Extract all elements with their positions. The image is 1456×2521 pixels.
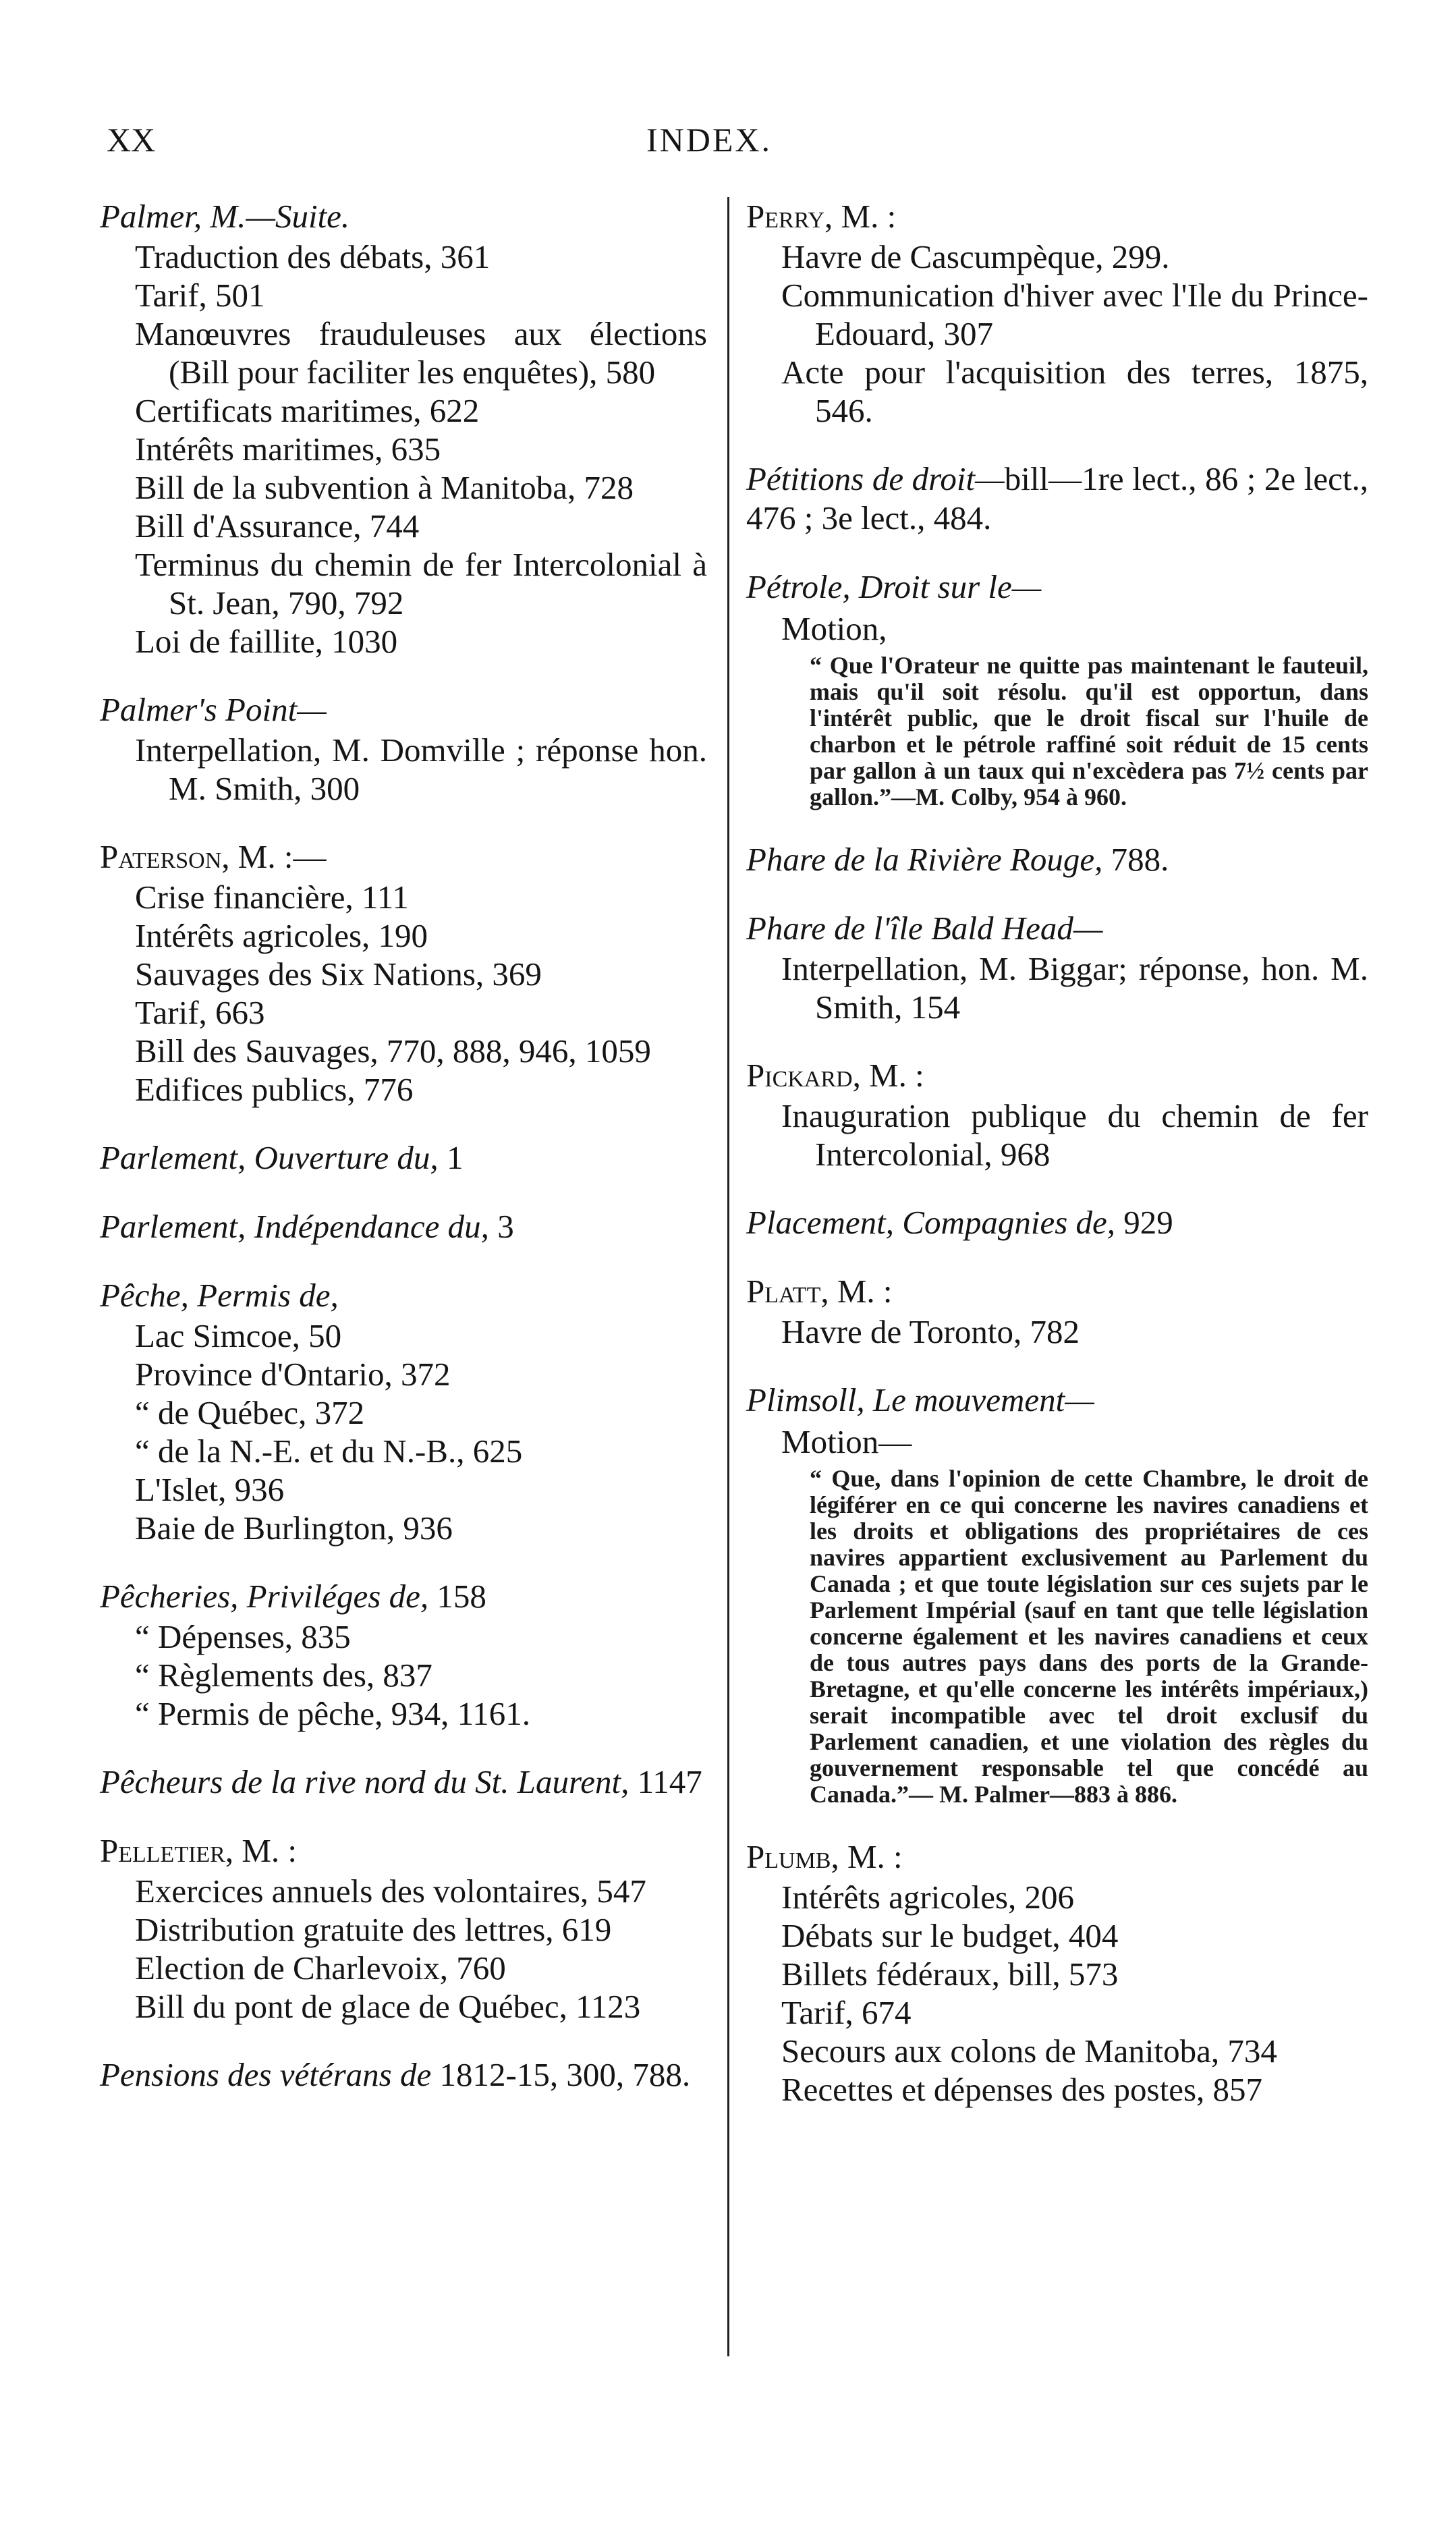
heading-name-text: Pelletier, M. : (100, 1832, 298, 1869)
index-line: Havre de Cascumpèque, 299. (781, 238, 1170, 275)
index-line: Lac Simcoe, 50 (135, 1317, 342, 1354)
heading-page-ref: 1812-15, 300, 788. (431, 2056, 691, 2093)
index-line: Terminus du chemin de fer Intercolonial à St. Jean, 790, 792 (135, 546, 707, 621)
index-line: Débats sur le budget, 404 (781, 1917, 1119, 1954)
index-entry (100, 1831, 707, 2026)
entry-lines (781, 1097, 1368, 1173)
index-line: Inauguration publique du chemin de fer Intercolonial, 968 (781, 1097, 1368, 1173)
entry-heading (746, 909, 1368, 948)
entry-heading (100, 1207, 707, 1246)
heading-page-ref: 3 (488, 1208, 514, 1245)
index-entry (746, 1272, 1368, 1351)
index-line: Traduction des débats, 361 (135, 238, 491, 275)
index-entry (100, 690, 707, 808)
heading-italic-text: Pêche, Permis de, (100, 1277, 339, 1314)
heading-italic-text: Palmer, M.—Suite. (100, 198, 350, 235)
heading-name-text: Paterson, M. :— (100, 838, 327, 875)
entry-heading (100, 197, 707, 236)
index-line: Interpellation, M. Biggar; réponse, hon. M. Smith, 154 (781, 950, 1368, 1026)
index-line: Interpellation, M. Domville ; réponse hon. M. Smith, 300 (135, 731, 707, 807)
entry-lines (135, 238, 707, 661)
entry-heading (746, 1381, 1368, 1420)
index-entry (746, 1837, 1368, 2109)
heading-italic-text: Placement, Compagnies de, (746, 1204, 1116, 1241)
heading-italic-text: Pétitions de droit— (746, 460, 1005, 497)
heading-italic-text: Parlement, Indépendance du, (100, 1208, 489, 1245)
heading-name-text: Platt, M. : (746, 1273, 893, 1310)
page-title: INDEX. (646, 121, 773, 159)
entry-heading (746, 567, 1368, 607)
index-line: Secours aux colons de Manitoba, 734 (781, 2032, 1277, 2070)
entry-heading (100, 1763, 707, 1802)
index-line: Bill du pont de glace de Québec, 1123 (135, 1988, 641, 2025)
index-entry (746, 1381, 1368, 1808)
entry-lines (781, 1878, 1368, 2109)
heading-page-ref: 788. (1102, 841, 1169, 878)
entry-lines (781, 1312, 1368, 1351)
entry-lines (135, 878, 707, 1109)
index-line: Bill des Sauvages, 770, 888, 946, 1059 (135, 1032, 651, 1070)
heading-italic-text: Parlement, Ouverture du, (100, 1139, 439, 1176)
entry-heading (746, 1056, 1368, 1095)
index-line: L'Islet, 936 (135, 1471, 285, 1508)
index-line: Tarif, 674 (781, 1994, 912, 2031)
entry-heading (100, 1276, 707, 1315)
index-line: Tarif, 501 (135, 277, 265, 314)
heading-page-ref: 1147 (629, 1763, 702, 1800)
index-entry (100, 1276, 707, 1547)
index-entry (746, 1056, 1368, 1173)
index-column-left (100, 197, 707, 2124)
index-entry (100, 2055, 707, 2095)
entry-heading (100, 2055, 707, 2095)
heading-italic-text: Pêcheurs de la rive nord du St. Laurent, (100, 1763, 629, 1800)
index-entry (100, 1207, 707, 1246)
heading-italic-text: Pêcheries, Priviléges de, (100, 1578, 429, 1615)
index-entry (100, 1138, 707, 1178)
entry-heading (746, 1272, 1368, 1311)
index-line: Acte pour l'acquisition des terres, 1875, 546. (781, 354, 1368, 429)
index-entry (746, 460, 1368, 538)
motion-label: Motion, (781, 610, 887, 647)
heading-page-ref: bill—1re lect., 86 ; 2e lect., 476 ; 3e lect., 484. (746, 460, 1369, 536)
heading-italic-text: Palmer's Point— (100, 691, 327, 728)
entry-heading (100, 690, 707, 729)
index-line: Exercices annuels des volontaires, 547 (135, 1873, 646, 1910)
column-divider (727, 197, 729, 2356)
index-entry (100, 1577, 707, 1733)
heading-page-ref: 1 (438, 1139, 464, 1176)
index-line: Distribution gratuite des lettres, 619 (135, 1911, 612, 1948)
entry-lines (781, 949, 1368, 1026)
motion-label: Motion— (781, 1423, 912, 1460)
entry-heading (746, 197, 1368, 236)
index-line: Sauvages des Six Nations, 369 (135, 955, 542, 993)
index-line: Edifices publics, 776 (135, 1071, 414, 1108)
heading-name-text: Plumb, M. : (746, 1838, 903, 1875)
index-line: Intérêts maritimes, 635 (135, 431, 441, 468)
index-line: “ Permis de pêche, 934, 1161. (135, 1695, 531, 1732)
entry-heading (100, 1138, 707, 1178)
heading-page-ref: 158 (428, 1578, 486, 1615)
index-line: “ de la N.-E. et du N.-B., 625 (135, 1433, 523, 1470)
heading-italic-text: Pensions des vétérans de (100, 2056, 432, 2093)
index-line: Communication d'hiver avec l'Ile du Prince-Edouard, 307 (781, 277, 1368, 352)
index-line: Manœuvres frauduleuses aux élections (Bill pour faciliter les enquêtes), 580 (135, 315, 707, 391)
entry-lines (135, 1617, 707, 1733)
heading-page-ref: 929 (1115, 1204, 1173, 1241)
index-entry (746, 567, 1368, 810)
entry-heading (100, 1577, 707, 1616)
page-number: XX (107, 121, 156, 159)
entry-lines (781, 238, 1368, 430)
index-line: Baie de Burlington, 936 (135, 1509, 453, 1547)
index-entry (746, 197, 1368, 430)
index-line: Tarif, 663 (135, 994, 265, 1031)
heading-name-text: Pickard, M. : (746, 1057, 924, 1094)
motion-quote: “ Que, dans l'opinion de cette Chambre, le droit de légiférer en ce qui concerne les navires canadiens et les droits et obligations des propriétaires de ces navires appartient exclusivement au Parlement du Canada ; et que toute législation sur ces sujets par le Parlement Impérial (sauf en tant que telle législation concerne également et les navires canadiens et ceux de tous autres pays dans des ports de la Grande-Bretagne, et qu'elle concerne les intérêts impériaux,) serait incompatible avec tel droit exclusif du Parlement canadien, et une violation des règles du gouvernement responsable tel que concédé au Canada.”— M. Palmer—883 à 886. (810, 1465, 1368, 1808)
index-line: Intérêts agricoles, 190 (135, 917, 428, 954)
index-line: Bill d'Assurance, 744 (135, 507, 420, 545)
entry-lines (135, 1317, 707, 1547)
index-line: “ de Québec, 372 (135, 1394, 365, 1431)
index-line: Loi de faillite, 1030 (135, 623, 398, 660)
index-line: Crise financière, 111 (135, 879, 409, 916)
motion-quote: “ Que l'Orateur ne quitte pas maintenant le fauteuil, mais qu'il soit résolu. qu'il est opportun, dans l'intérêt public, que le droit fiscal sur l'huile de charbon et le pétrole raffiné soit réduit de 15 cents par gallon à un taux qui n'excèdera pas 7½ cents par gallon.”—M. Colby, 954 à 960. (810, 652, 1368, 810)
heading-name-text: Perry, M. : (746, 198, 897, 235)
index-entry (746, 909, 1368, 1026)
index-line: Billets fédéraux, bill, 573 (781, 1956, 1119, 1993)
entry-heading (746, 460, 1368, 538)
entry-heading (100, 1831, 707, 1871)
index-entry (100, 837, 707, 1109)
entry-lines (135, 1872, 707, 2026)
index-line: Election de Charlevoix, 760 (135, 1949, 506, 1987)
heading-italic-text: Pétrole, Droit sur le— (746, 568, 1042, 605)
index-entry (746, 1203, 1368, 1242)
entry-heading (746, 1203, 1368, 1242)
index-entry (746, 840, 1368, 879)
index-line: Intérêts agricoles, 206 (781, 1879, 1075, 1916)
heading-italic-text: Plimsoll, Le mouvement— (746, 1381, 1094, 1418)
heading-italic-text: Phare de l'île Bald Head— (746, 910, 1103, 947)
entry-heading (746, 840, 1368, 879)
index-line: Certificats maritimes, 622 (135, 392, 480, 429)
index-column-right (746, 197, 1368, 2138)
index-entry (100, 1763, 707, 1802)
index-line: Province d'Ontario, 372 (135, 1356, 451, 1393)
index-line: Bill de la subvention à Manitoba, 728 (135, 469, 634, 506)
heading-italic-text: Phare de la Rivière Rouge, (746, 841, 1103, 878)
entry-lines (135, 731, 707, 808)
index-line: Recettes et dépenses des postes, 857 (781, 2071, 1263, 2108)
index-line: Havre de Toronto, 782 (781, 1313, 1080, 1350)
index-entry (100, 197, 707, 661)
index-line: “ Règlements des, 837 (135, 1657, 432, 1694)
index-line: “ Dépenses, 835 (135, 1618, 351, 1655)
entry-heading (100, 837, 707, 877)
entry-heading (746, 1837, 1368, 1877)
